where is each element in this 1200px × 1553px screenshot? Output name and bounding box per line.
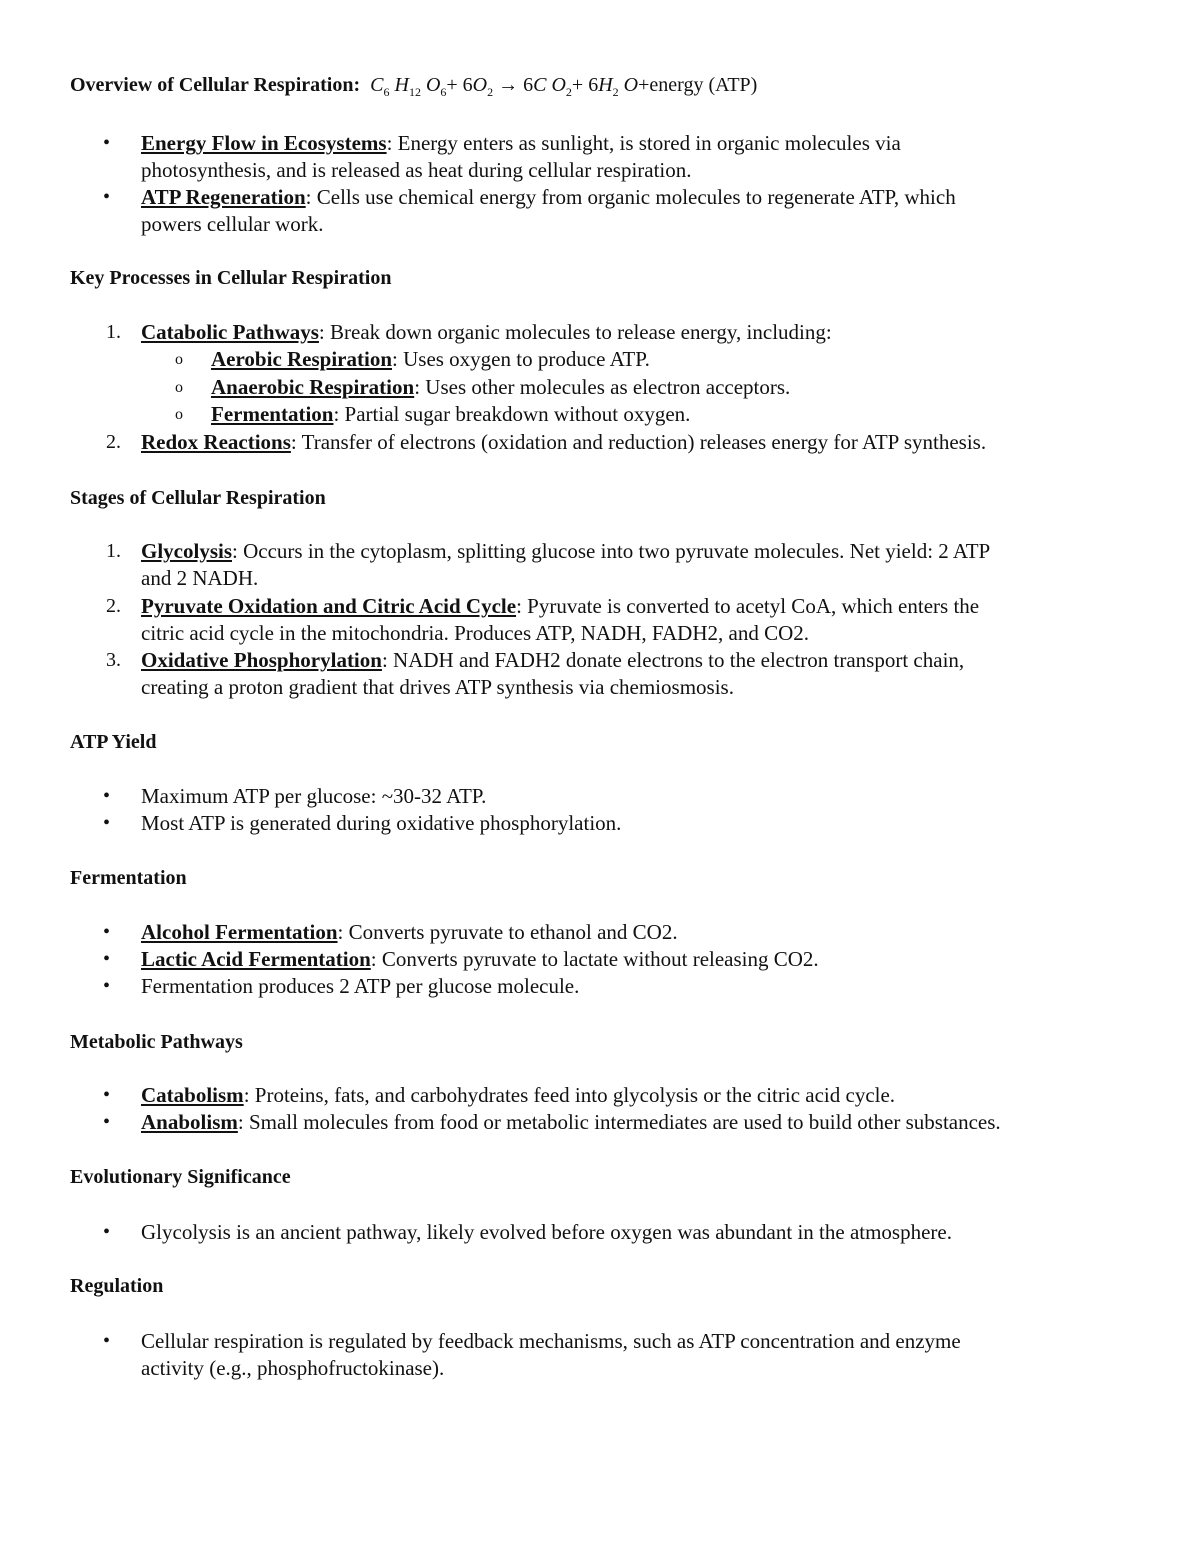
item-text: activity (e.g., phosphofructokinase).: [141, 1356, 445, 1380]
bullet-icon: •: [103, 1111, 111, 1133]
item-text: : Proteins, fats, and carbohydrates feed into glycolysis or the citric acid cycle.: [243, 1083, 896, 1107]
item-number: 2.: [106, 431, 121, 453]
item-text: citric acid cycle in the mitochondria. Produces ATP, NADH, FADH2, and CO2.: [141, 621, 809, 645]
bullet-icon: •: [103, 785, 111, 807]
bullet-icon: •: [103, 1084, 111, 1106]
term: Oxidative Phosphorylation: [141, 648, 382, 672]
item-text: : Converts pyruvate to lactate without releasing CO2.: [370, 947, 819, 971]
item-text: Cellular respiration is regulated by feedback mechanisms, such as ATP concentration and enzyme: [141, 1329, 961, 1353]
item-text: : Converts pyruvate to ethanol and CO2.: [337, 920, 678, 944]
item-number: 1.: [106, 540, 121, 562]
item-text: and 2 NADH.: [141, 566, 259, 590]
item-text: : Small molecules from food or metabolic intermediates are used to build other substances.: [237, 1110, 1001, 1134]
bullet-icon: •: [103, 1330, 111, 1352]
bullet-icon: •: [103, 186, 111, 208]
item-text: Fermentation produces 2 ATP per glucose molecule.: [141, 974, 580, 998]
item-text: : NADH and FADH2 donate electrons to the electron transport chain,: [381, 648, 965, 672]
bullet-icon: •: [103, 975, 111, 997]
term: Fermentation: [211, 402, 334, 426]
item-number: 1.: [106, 321, 121, 343]
term: Aerobic Respiration: [211, 347, 393, 371]
item-text: : Partial sugar breakdown without oxygen.: [333, 402, 691, 426]
overview-heading: [70, 72, 757, 106]
term: Pyruvate Oxidation and Citric Acid Cycle: [141, 594, 517, 618]
overview-title: Overview of Cellular Respiration:: [70, 74, 361, 96]
sub-bullet-icon: o: [175, 351, 183, 368]
sub-bullet-icon: o: [175, 406, 183, 423]
section-heading: ATP Yield: [70, 731, 157, 753]
sub-bullet-icon: o: [175, 379, 183, 396]
bullet-icon: •: [103, 132, 111, 154]
item-text: : Cells use chemical energy from organic molecules to regenerate ATP, which: [305, 185, 956, 209]
item-text: creating a proton gradient that drives ATP synthesis via chemiosmosis.: [141, 675, 734, 699]
item-number: 3.: [106, 649, 121, 671]
bullet-icon: •: [103, 1221, 111, 1243]
bullet-icon: •: [103, 948, 111, 970]
item-text: Glycolysis is an ancient pathway, likely evolved before oxygen was abundant in the atmosphere.: [141, 1220, 952, 1244]
item-text: : Break down organic molecules to release energy, including:: [318, 320, 832, 344]
item-text: : Uses other molecules as electron acceptors.: [414, 375, 791, 399]
section-heading: Evolutionary Significance: [70, 1166, 291, 1188]
section-heading: Regulation: [70, 1275, 164, 1297]
term: Energy Flow in Ecosystems: [141, 131, 387, 155]
term: Anaerobic Respiration: [211, 375, 415, 399]
item-text: : Transfer of electrons (oxidation and reduction) releases energy for ATP synthesis.: [290, 430, 987, 454]
item-text: Most ATP is generated during oxidative phosphorylation.: [141, 811, 622, 835]
item-number: 2.: [106, 595, 121, 617]
section-heading: Key Processes in Cellular Respiration: [70, 267, 392, 289]
term: Alcohol Fermentation: [141, 920, 338, 944]
term: Catabolism: [141, 1083, 244, 1107]
item-text: : Pyruvate is converted to acetyl CoA, which enters the: [516, 594, 980, 618]
item-text: : Occurs in the cytoplasm, splitting glucose into two pyruvate molecules. Net yield: 2 ATP: [232, 539, 991, 563]
bullet-icon: •: [103, 921, 111, 943]
term: Anabolism: [141, 1110, 238, 1134]
item-text: powers cellular work.: [141, 212, 324, 236]
respiration-equation: $C_6$ $H_{12}$ $O_6+ 6O_2 \to 6C$ $O_2+ 6H_2$ O+energy (ATP): [370, 74, 758, 99]
term: Redox Reactions: [141, 430, 291, 454]
item-text: : Energy enters as sunlight, is stored in organic molecules via: [386, 131, 901, 155]
section-heading: Stages of Cellular Respiration: [70, 487, 326, 509]
section-heading: Metabolic Pathways: [70, 1031, 243, 1053]
term: Lactic Acid Fermentation: [141, 947, 371, 971]
term: ATP Regeneration: [141, 185, 306, 209]
term: Catabolic Pathways: [141, 320, 319, 344]
section-heading: Fermentation: [70, 867, 187, 889]
item-text: photosynthesis, and is released as heat during cellular respiration.: [141, 158, 692, 182]
item-text: Maximum ATP per glucose: ~30-32 ATP.: [141, 784, 487, 808]
term: Glycolysis: [141, 539, 233, 563]
bullet-icon: •: [103, 812, 111, 834]
item-text: : Uses oxygen to produce ATP.: [392, 347, 650, 371]
